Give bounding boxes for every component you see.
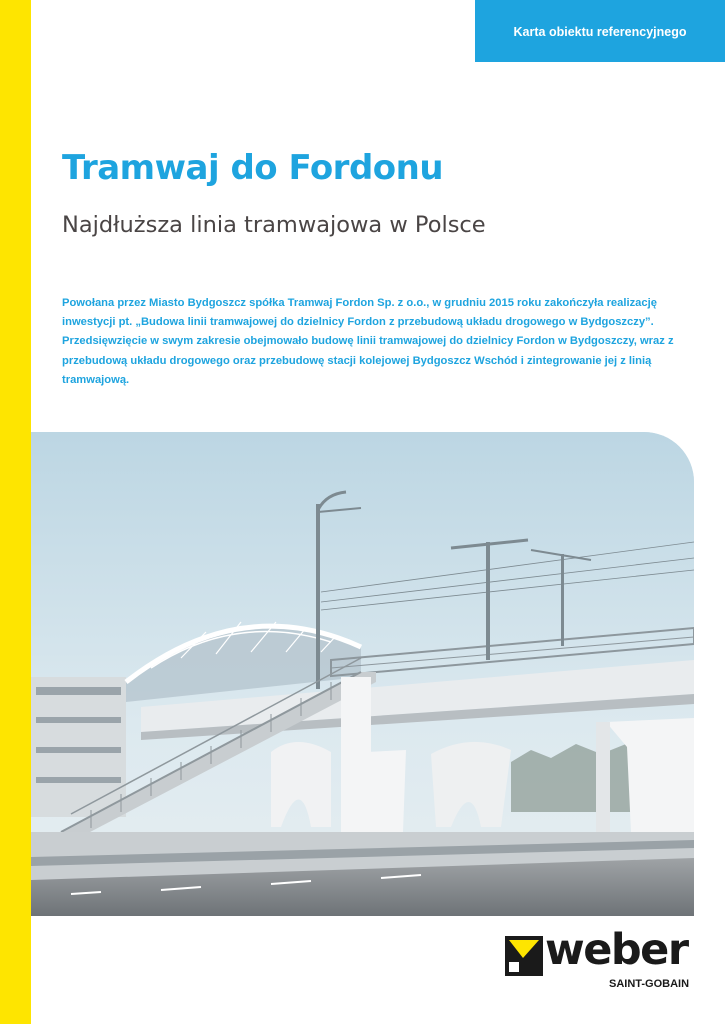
yellow-side-bar: [0, 0, 31, 1024]
weber-logo-mark-icon: [505, 936, 543, 976]
saint-gobain-label: SAINT-GOBAIN: [609, 978, 690, 990]
bridge-photo: [31, 432, 694, 916]
page-title: Tramwaj do Fordonu: [62, 148, 444, 188]
weber-logo-wordmark: weber: [545, 925, 688, 975]
page-subtitle: Najdłuższa linia tramwajowa w Polsce: [62, 212, 486, 238]
intro-paragraph: Powołana przez Miasto Bydgoszcz spółka Tramwaj Fordon Sp. z o.o., w grudniu 2015 roku zakończyła realizację inwestycji pt. „Budowa linii tramwajowej do dzielnicy Fordon z przebudową układu drogowego w Bydgoszczy”. Przedsięwzięcie w swym zakresie obejmowało budowę linii tramwajowej do dzielnicy Fordon w Bydgoszczy, wraz z przebudową układu drogowego oraz przebudowę stacji kolejowej Bydgoszcz Wschód i zintegrowanie jej z linią tramwajową.: [62, 297, 674, 386]
weber-logo: [505, 925, 695, 996]
document-type-tag: Karta obiektu referencyjnego: [475, 0, 725, 62]
